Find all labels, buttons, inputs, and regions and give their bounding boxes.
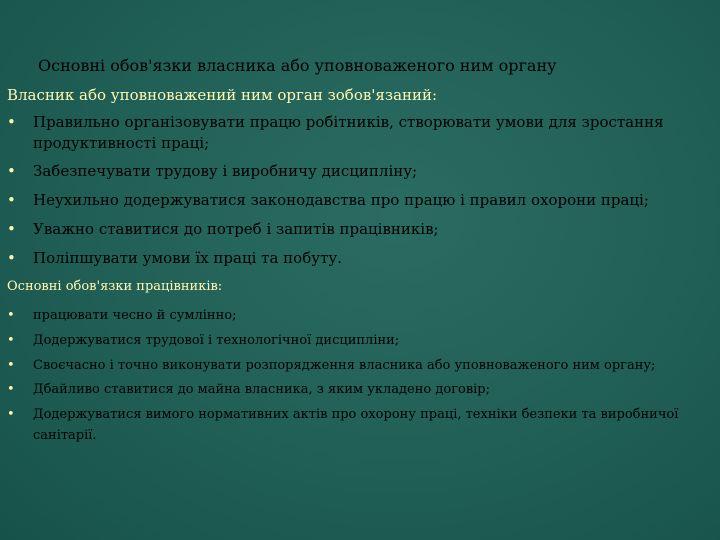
list-item bbox=[0, 190, 690, 211]
bullet-icon: • bbox=[7, 220, 16, 238]
list-item-text: Уважно ставитися до потреб і запитів працівників; bbox=[33, 220, 439, 238]
list-item bbox=[0, 330, 680, 351]
list-item-text: Додержуватися вимого нормативних актів про охорону праці, техніки безпеки та виробничої санітарії. bbox=[33, 407, 679, 443]
list-item-text: Поліпшувати умови їх праці та побуту. bbox=[33, 249, 342, 267]
bullet-icon: • bbox=[7, 333, 15, 348]
list-item bbox=[0, 379, 680, 400]
owner-duties-heading: Власник або уповноважений ним орган зобов'язаний: bbox=[7, 86, 438, 104]
bullet-icon: • bbox=[7, 407, 15, 422]
list-item bbox=[0, 404, 680, 446]
list-item-text: Дбайливо ставитися до майна власника, з яким укладено договір; bbox=[33, 382, 491, 397]
bullet-icon: • bbox=[7, 358, 15, 373]
employee-duties-list bbox=[0, 305, 680, 450]
bullet-icon: • bbox=[7, 308, 15, 323]
list-item bbox=[0, 355, 680, 376]
list-item bbox=[0, 112, 690, 154]
employee-duties-heading: Основні обов'язки працівників: bbox=[7, 279, 223, 294]
list-item-text: Додержуватися трудової і технологічної дисципліни; bbox=[33, 333, 400, 348]
list-item bbox=[0, 305, 680, 326]
list-item-text: Своєчасно і точно виконувати розпорядження власника або уповноваженого ним органу; bbox=[33, 358, 656, 373]
list-item-text: працювати чесно й сумлінно; bbox=[33, 308, 237, 323]
bullet-icon: • bbox=[7, 382, 15, 397]
owner-duties-list bbox=[0, 112, 690, 277]
bullet-icon: • bbox=[7, 113, 16, 131]
bullet-icon: • bbox=[7, 249, 16, 267]
list-item bbox=[0, 219, 690, 240]
bullet-icon: • bbox=[7, 162, 16, 180]
slide-title: Основні обов'язки власника або уповноваженого ним органу bbox=[38, 56, 557, 75]
list-item-text: Забезпечувати трудову і виробничу дисципліну; bbox=[33, 162, 418, 180]
list-item-text: Неухильно додержуватися законодавства про працю і правил охорони праці; bbox=[33, 191, 649, 209]
bullet-icon: • bbox=[7, 191, 16, 209]
list-item bbox=[0, 161, 690, 182]
list-item-text: Правильно організовувати працю робітників, створювати умови для зростання продуктивності праці; bbox=[33, 113, 664, 152]
list-item bbox=[0, 248, 690, 269]
